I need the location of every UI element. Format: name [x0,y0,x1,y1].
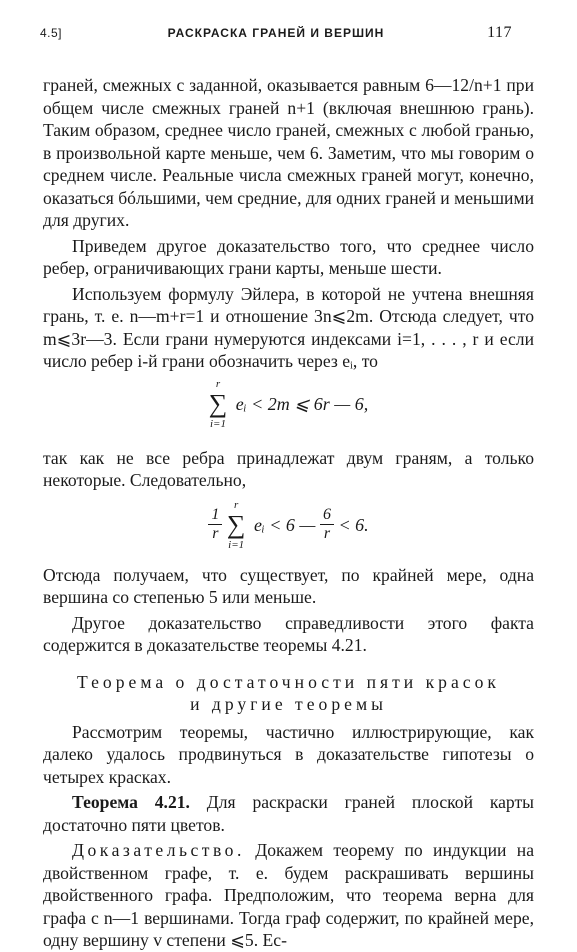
theorem-label: Теорема 4.21. [72,792,190,812]
fraction-numerator: 6 [320,506,334,525]
fraction-one-over-r [208,506,222,543]
formula-2-tail: < 6. [338,514,369,535]
paragraph-1: граней, смежных с заданной, оказывается равным 6—12/n+1 при общем числе смежных граней n+1 (включая внешнюю грань). Таким образом, среднее число граней, смежных с любой гранью, в произвольной карте меньше, чем 6. Заметим, что мы говорим о среднем числе. Реальные числа смежных граней могут, конечно, оказаться бóльшими, чем средние, для одних граней и меньшими для других. [43,75,534,230]
formula-average-inequality [43,492,534,564]
sum-lower-limit: i=1 [228,538,245,551]
formula-1-body: eᵢ < 2m ⩽ 6r — 6, [235,393,369,414]
fraction-denominator: r [212,525,219,542]
summation-sign [227,498,246,552]
page-body [43,74,534,952]
paragraph-7: Рассмотрим теоремы, частично иллюстрирующие, как далеко удалось продвинуться в доказательстве гипотезы о четырех красках. [43,721,534,787]
summation-sign [209,377,228,431]
fraction-numerator: 1 [208,506,222,525]
proof-label: Доказательство. [72,840,245,860]
fraction-denominator: r [323,525,331,542]
sum-upper-limit: r [234,498,239,511]
section-heading-line-2: и другие теоремы [190,693,387,714]
chapter-title: РАСКРАСКА ГРАНЕЙ И ВЕРШИН [167,26,385,40]
section-number: 4.5] [40,26,63,40]
formula-sum-inequality [43,373,534,447]
sigma-symbol: ∑ [226,509,246,539]
fraction-six-over-r [320,506,334,543]
theorem-4-21 [43,791,534,836]
section-heading-line-1: Теорема о достаточности пяти красок [77,671,500,692]
section-heading [43,671,534,715]
page-number: 117 [487,24,512,41]
paragraph-2: Приведем другое доказательство того, что среднее число ребер, ограничивающих грани карты, меньше шести. [43,235,534,278]
sum-upper-limit: r [215,377,221,390]
theorem-statement: Для раскраски граней плоской карты достаточно пяти цветов. [43,792,534,835]
sigma-symbol: ∑ [208,388,228,418]
paragraph-3: Используем формулу Эйлера, в которой не учтена внешняя грань, т. е. n—m+r=1 и отношение 3n⩽2m. Отсюда следует, что m⩽3r—3. Если грани нумеруются индексами i=1, . . . , r и если число ребер i-й грани обозначить через eᵢ, то [43,283,534,371]
sum-lower-limit: i=1 [209,417,226,430]
proof-text: Докажем теорему по индукции на двойственном графе, т. е. будем раскрашивать вершины двойственного графа. Предположим, что теорема верна для графа с n—1 вершинами. Тогда граф содержит, по крайней мере, одну вершину v степени ⩽5. Ес- [43,840,534,950]
paragraph-4: так как не все ребра принадлежат двум граням, а только некоторые. Следовательно, [43,447,534,490]
proof-paragraph [43,839,534,952]
paragraph-6: Другое доказательство справедливости этого факта содержится в доказательстве теоремы 4.21. [43,612,534,655]
formula-2-middle: eᵢ < 6 — [253,514,316,535]
paragraph-5: Отсюда получаем, что существует, по крайней мере, одна вершина со степенью 5 или меньше. [43,564,534,607]
